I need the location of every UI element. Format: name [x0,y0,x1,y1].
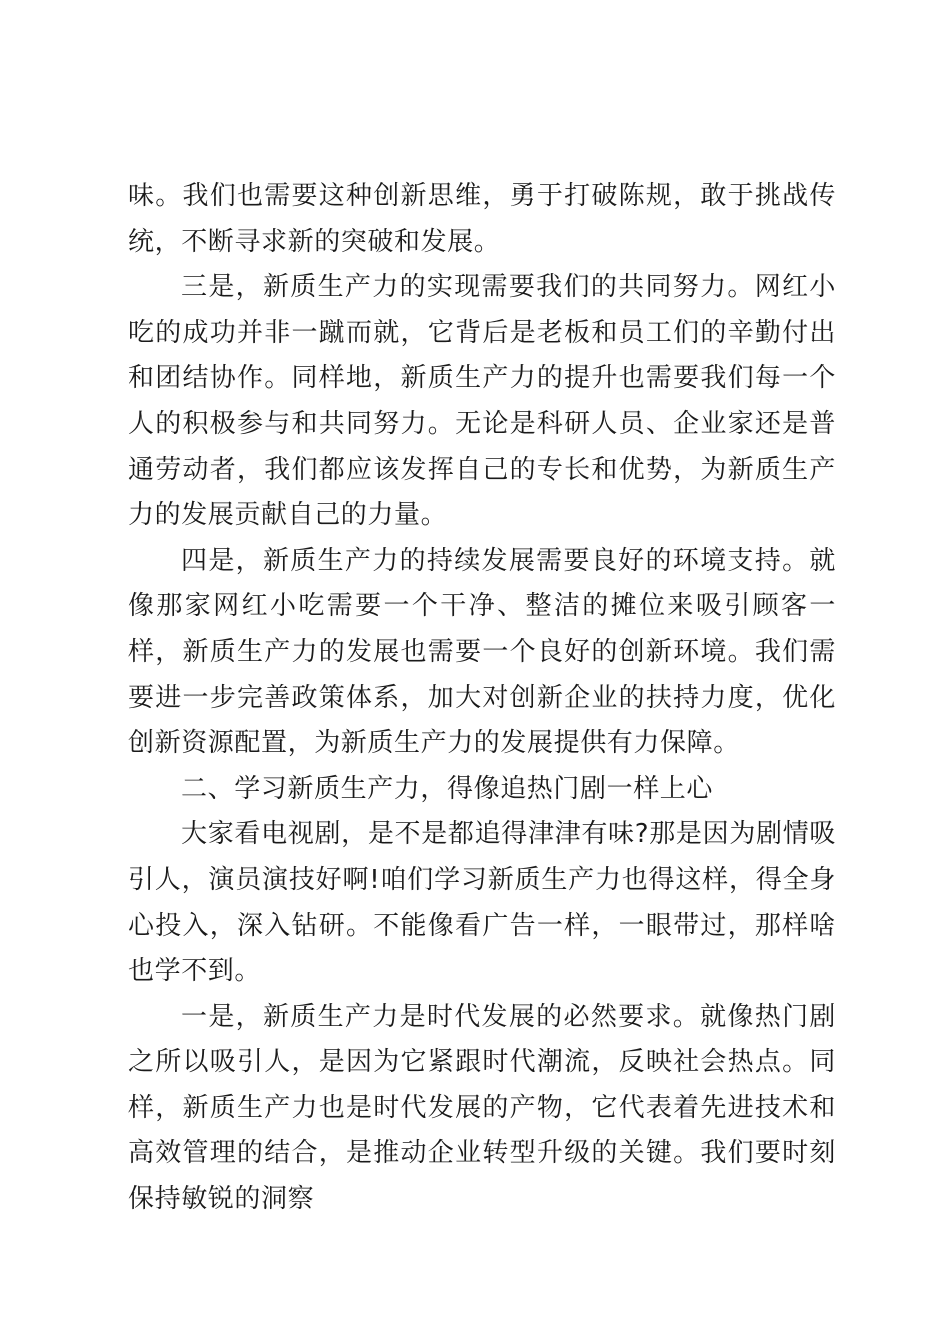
paragraph-point-three: 三是，新质生产力的实现需要我们的共同努力。网红小吃的成功并非一蹴而就，它背后是老板和员工们的辛勤付出和团结协作。同样地，新质生产力的提升也需要我们每一个人的积极参与和共同努力。无论是科研人员、企业家还是普通劳动者，我们都应该发挥自己的专长和优势，为新质生产力的发展贡献自己的力量。 [128,272,836,531]
paragraph-continuation: 味。我们也需要这种创新思维，勇于打破陈规，敢于挑战传统，不断寻求新的突破和发展。 [128,181,836,257]
paragraph-point-four: 四是，新质生产力的持续发展需要良好的环境支持。就像那家网红小吃需要一个干净、整洁的摊位来吸引顾客一样，新质生产力的发展也需要一个良好的创新环境。我们需要进一步完善政策体系，加大对创新企业的扶持力度，优化创新资源配置，为新质生产力的发展提供有力保障。 [128,545,836,759]
paragraph-point-one: 一是，新质生产力是时代发展的必然要求。就像热门剧之所以吸引人，是因为它紧跟时代潮流，反映社会热点。同样，新质生产力也是时代发展的产物，它代表着先进技术和高效管理的结合，是推动企业转型升级的关键。我们要时刻保持敏锐的洞察 [128,1001,836,1215]
document-body [128,174,836,1223]
paragraph-intro: 大家看电视剧，是不是都追得津津有味?那是因为剧情吸引人，演员演技好啊!咱们学习新质生产力也得这样，得全身心投入，深入钻研。不能像看广告一样，一眼带过，那样啥也学不到。 [128,819,836,987]
section-heading: 二、学习新质生产力，得像追热门剧一样上心 [181,773,714,804]
